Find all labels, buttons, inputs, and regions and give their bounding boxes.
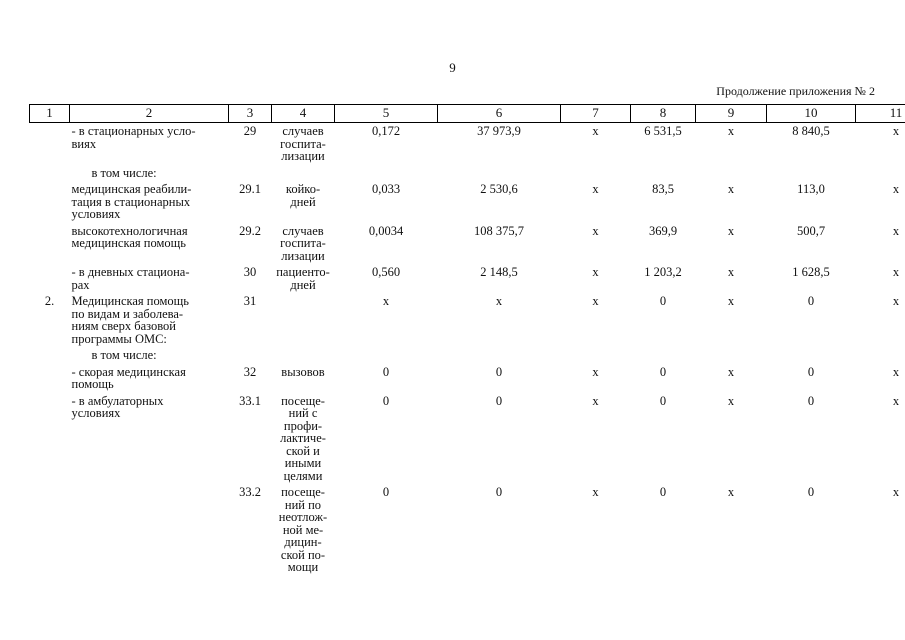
cell-col-10: 1 628,5	[792, 265, 830, 279]
column-header: 1	[30, 105, 70, 123]
row-unit: посеще- ний по неотлож- ной ме- дицин- ской по- мощи	[278, 485, 328, 574]
row-name: - в амбулаторных условиях	[71, 393, 164, 420]
table-header-row	[30, 105, 905, 123]
cell-col-7	[561, 347, 631, 364]
cell-col-11	[856, 165, 905, 182]
cell-col-6: 0	[495, 393, 503, 408]
row-name: Медицинская помощь по видам и заболева- ниям сверх базовой программы ОМС:	[71, 294, 189, 346]
cell-col-8: 369,9	[648, 223, 678, 238]
row-unit: случаев госпита- лизации	[280, 124, 326, 163]
row-code: 31	[243, 294, 257, 308]
row-unit	[272, 165, 335, 182]
cell-col-8: 83,5	[652, 182, 674, 196]
continuation-caption: Продолжение приложения № 2	[716, 84, 875, 98]
table-row	[30, 293, 905, 347]
table-row	[30, 364, 905, 393]
cell-col-5: х	[382, 294, 390, 308]
tariff-table	[29, 104, 905, 576]
cell-col-6	[438, 347, 561, 364]
cell-col-7	[561, 165, 631, 182]
cell-col-11	[856, 347, 905, 364]
cell-col-9: х	[727, 294, 735, 308]
row-name: высокотехнологичная медицинская помощь	[71, 223, 188, 250]
row-code: 29.2	[239, 223, 261, 238]
cell-col-6: х	[495, 294, 503, 308]
cell-col-7: х	[592, 294, 599, 308]
row-number	[30, 364, 70, 393]
row-unit: случаев госпита- лизации	[280, 223, 326, 263]
cell-col-10: 0	[807, 485, 815, 499]
column-header: 10	[767, 105, 856, 123]
cell-col-5: 0,033	[371, 182, 401, 196]
table-row	[30, 393, 905, 485]
row-number: 2.	[44, 294, 55, 308]
cell-col-9: х	[727, 485, 735, 499]
cell-col-10: 0	[807, 393, 815, 408]
cell-col-8	[631, 347, 696, 364]
cell-col-5: 0	[382, 364, 390, 379]
cell-col-9: х	[727, 364, 735, 379]
row-name: в том числе:	[91, 348, 157, 362]
row-unit	[272, 347, 335, 364]
table-body	[30, 123, 905, 576]
cell-col-8: 0	[659, 393, 667, 408]
row-unit: вызовов	[281, 364, 325, 379]
cell-col-9: х	[727, 265, 735, 279]
cell-col-7: х	[592, 182, 599, 196]
cell-col-9: х	[727, 223, 735, 238]
column-header: 5	[335, 105, 438, 123]
cell-col-11: х	[892, 485, 900, 499]
cell-col-6	[438, 165, 561, 182]
row-number	[30, 181, 70, 223]
cell-col-8	[631, 165, 696, 182]
cell-col-9	[696, 347, 767, 364]
column-header: 4	[272, 105, 335, 123]
row-name: медицинская реабили- тация в стационарных условиях	[71, 182, 192, 221]
row-code	[229, 347, 272, 364]
row-number	[30, 393, 70, 485]
cell-col-8: 0	[659, 294, 667, 308]
table-row	[30, 264, 905, 293]
cell-col-8: 6 531,5	[644, 124, 682, 138]
cell-col-9: х	[727, 393, 735, 408]
row-unit: койко- дней	[285, 182, 321, 209]
cell-col-7: х	[592, 223, 599, 238]
cell-col-10: 0	[807, 364, 815, 379]
row-name: - в стационарных усло- виях	[71, 124, 196, 151]
row-unit: пациенто- дней	[276, 265, 330, 292]
cell-col-6: 37 973,9	[477, 124, 521, 138]
table-row	[30, 484, 905, 576]
table-row	[30, 181, 905, 223]
cell-col-6: 0	[495, 364, 503, 379]
cell-col-10: 500,7	[796, 223, 826, 238]
column-header: 3	[229, 105, 272, 123]
page-number: 9	[449, 60, 456, 75]
cell-col-10: 113,0	[797, 182, 825, 196]
cell-col-5: 0,560	[371, 265, 401, 279]
cell-col-5: 0,0034	[368, 223, 404, 238]
cell-col-11: х	[892, 124, 900, 138]
table-row	[30, 223, 905, 265]
column-header: 7	[561, 105, 631, 123]
column-header: 2	[70, 105, 229, 123]
cell-col-10	[767, 165, 856, 182]
cell-col-5: 0,172	[371, 124, 401, 138]
cell-col-9: х	[727, 182, 735, 196]
row-number	[30, 223, 70, 265]
cell-col-7: х	[592, 485, 599, 499]
column-header: 6	[438, 105, 561, 123]
cell-col-8: 0	[659, 485, 667, 499]
row-code: 29.1	[239, 182, 261, 196]
row-number	[30, 347, 70, 364]
cell-col-10: 0	[807, 294, 815, 308]
cell-col-5: 0	[382, 393, 390, 408]
row-code: 30	[243, 265, 257, 279]
row-unit	[272, 293, 335, 347]
table-row	[30, 165, 905, 182]
row-name: - скорая медицинская помощь	[71, 364, 186, 391]
cell-col-7: х	[592, 393, 599, 408]
cell-col-6: 2 530,6	[480, 182, 518, 196]
cell-col-11: х	[892, 393, 900, 408]
column-header: 9	[696, 105, 767, 123]
cell-col-11: х	[892, 294, 900, 308]
row-name: - в дневных стациона- рах	[71, 265, 190, 292]
cell-col-9: х	[727, 124, 735, 138]
cell-col-8: 1 203,2	[644, 265, 682, 279]
row-unit: посеще- ний с профи- лактиче- ской и иными целями	[280, 393, 326, 483]
cell-col-11: х	[892, 223, 900, 238]
row-name	[70, 484, 229, 576]
row-code: 33.2	[239, 485, 261, 499]
cell-col-7: х	[592, 265, 599, 279]
row-number	[30, 165, 70, 182]
cell-col-11: х	[892, 265, 900, 279]
cell-col-10: 8 840,5	[792, 124, 830, 138]
cell-col-6: 2 148,5	[480, 265, 518, 279]
cell-col-6: 108 375,7	[474, 223, 524, 238]
cell-col-9	[696, 165, 767, 182]
cell-col-7: х	[592, 364, 599, 379]
row-code	[229, 165, 272, 182]
row-code: 29	[243, 124, 257, 138]
table-row	[30, 123, 905, 165]
column-header: 8	[631, 105, 696, 123]
row-code: 33.1	[239, 393, 261, 408]
cell-col-6: 0	[495, 485, 503, 499]
cell-col-5	[335, 165, 438, 182]
row-number	[30, 484, 70, 576]
cell-col-10	[767, 347, 856, 364]
cell-col-8: 0	[659, 364, 667, 379]
cell-col-7: х	[592, 124, 599, 138]
row-number	[30, 123, 70, 165]
row-code: 32	[243, 364, 257, 379]
cell-col-11: х	[892, 364, 900, 379]
table-row	[30, 347, 905, 364]
row-number	[30, 264, 70, 293]
cell-col-5: 0	[382, 485, 390, 499]
row-name: в том числе:	[91, 165, 157, 180]
column-header: 11	[856, 105, 905, 123]
cell-col-11: х	[892, 182, 900, 196]
cell-col-5	[335, 347, 438, 364]
